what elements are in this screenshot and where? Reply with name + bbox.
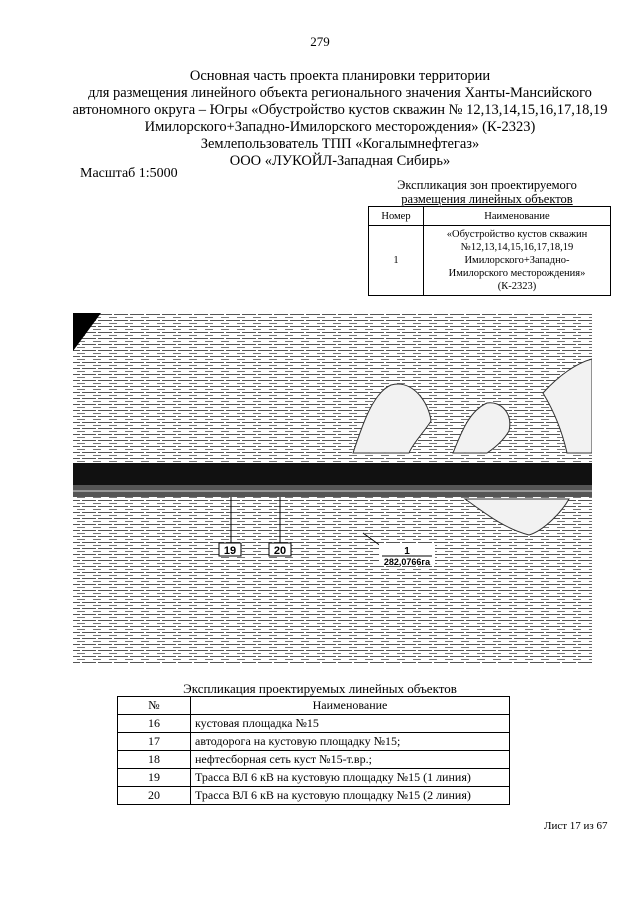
zones-header-number: Номер xyxy=(369,207,424,226)
zones-cell-number: 1 xyxy=(369,226,424,296)
title-line: Имилорского+Западно-Имилорского месторождения» (К-2323) xyxy=(144,119,536,135)
map-scale: Масштаб 1:5000 xyxy=(80,166,178,181)
object-number: 20 xyxy=(118,787,191,805)
object-number: 16 xyxy=(118,715,191,733)
planning-map xyxy=(73,313,592,663)
map-zone-number: 1 xyxy=(404,546,410,557)
map-label-20: 20 xyxy=(273,545,287,557)
sheet-label: Лист 17 из 67 xyxy=(544,820,608,832)
table-row xyxy=(118,751,510,769)
title-line: автономного округа – Югры «Обустройство кустов скважин № 12,13,14,15,16,17,18,19 xyxy=(72,102,608,118)
objects-table-title: Экспликация проектируемых линейных объектов xyxy=(183,681,457,696)
zone-name-line: №12,13,14,15,16,17,18,19 xyxy=(460,242,574,253)
objects-table xyxy=(117,696,510,805)
object-name: нефтесборная сеть куст №15-т.вр.; xyxy=(191,751,510,769)
document-title xyxy=(60,68,620,170)
title-line: Основная часть проекта планировки территории xyxy=(189,68,491,84)
page-number: 279 xyxy=(310,34,330,49)
title-line: для размещения линейного объекта регионального значения Ханты-Мансийского xyxy=(88,85,592,101)
objects-header-number: № xyxy=(118,697,191,715)
zones-cell-name xyxy=(424,226,611,296)
zones-title-line: размещения линейных объектов xyxy=(401,192,573,206)
table-row xyxy=(118,769,510,787)
table-row xyxy=(118,787,510,805)
object-number: 19 xyxy=(118,769,191,787)
table-row xyxy=(118,715,510,733)
object-number: 17 xyxy=(118,733,191,751)
map-zone-area: 282,0766га xyxy=(383,557,431,567)
object-name: кустовая площадка №15 xyxy=(191,715,510,733)
object-name: автодорога на кустовую площадку №15; xyxy=(191,733,510,751)
zones-table xyxy=(368,206,611,296)
title-line: Землепользователь ТПП «Когалымнефтегаз» xyxy=(200,136,480,152)
object-name: Трасса ВЛ 6 кВ на кустовую площадку №15 (1 линия) xyxy=(191,769,510,787)
objects-header-name: Наименование xyxy=(191,697,510,715)
object-name: Трасса ВЛ 6 кВ на кустовую площадку №15 (2 линия) xyxy=(191,787,510,805)
title-line: ООО «ЛУКОЙЛ-Западная Сибирь» xyxy=(229,153,451,169)
zones-title-line: Экспликация зон проектируемого xyxy=(397,178,577,192)
map-road-band xyxy=(73,463,592,485)
zone-name-line: «Обустройство кустов скважин xyxy=(446,229,588,240)
zone-name-line: Имилорского+Западно- xyxy=(464,255,570,266)
zone-name-line: (К-2323) xyxy=(497,281,537,292)
zones-header-name: Наименование xyxy=(424,207,611,226)
zones-table-title xyxy=(362,178,612,206)
table-row xyxy=(118,733,510,751)
zone-name-line: Имилорского месторождения» xyxy=(448,268,586,279)
object-number: 18 xyxy=(118,751,191,769)
map-label-19: 19 xyxy=(223,545,237,557)
